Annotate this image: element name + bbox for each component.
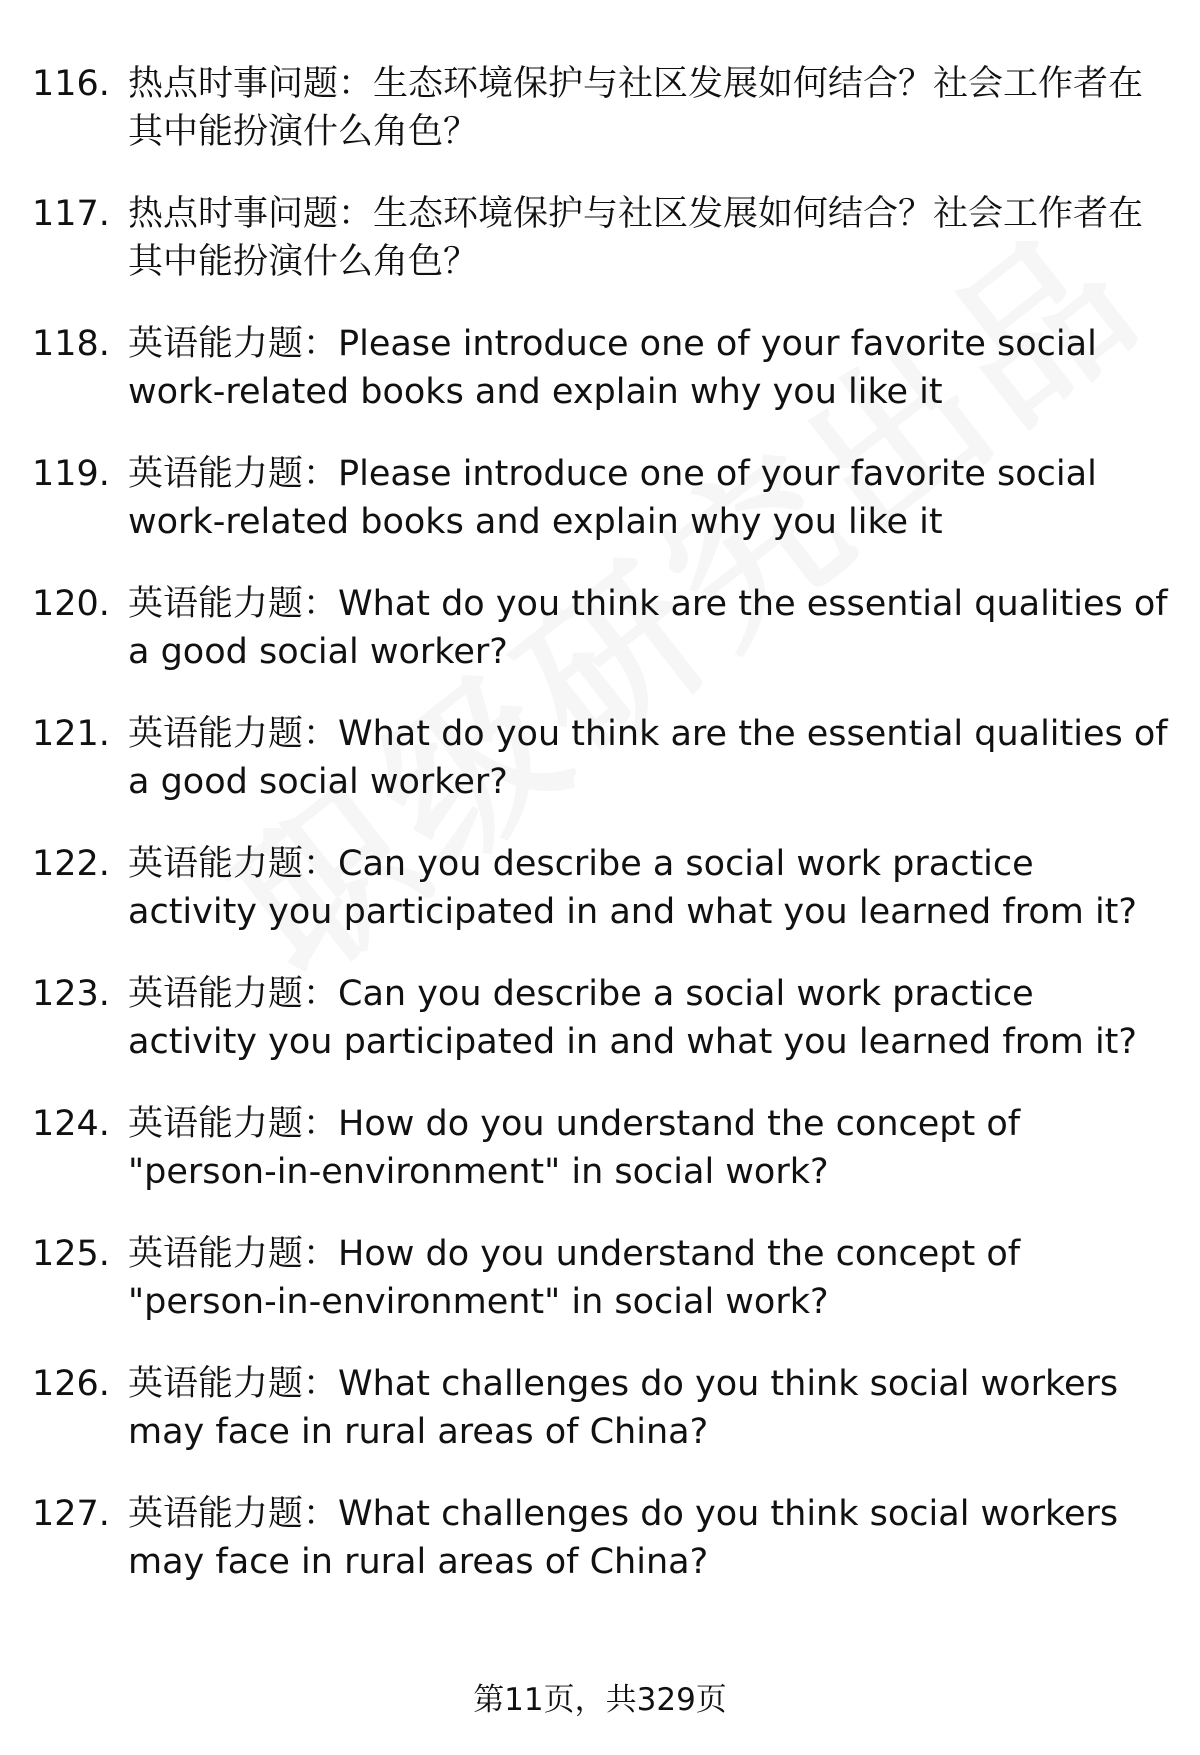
question-text: 英语能力题：How do you understand the concept of "person-in-environment" in social work? bbox=[128, 1234, 1021, 1322]
question-text: 英语能力题：Can you describe a social work practice activity you participated in and what you learned from it? bbox=[128, 844, 1137, 932]
question-item-116 bbox=[32, 60, 1172, 156]
question-item-120 bbox=[32, 580, 1172, 676]
question-number: 123. bbox=[32, 974, 110, 1014]
question-number: 122. bbox=[32, 844, 110, 884]
question-number: 127. bbox=[32, 1494, 110, 1534]
question-item-122 bbox=[32, 840, 1172, 936]
question-item-125 bbox=[32, 1230, 1172, 1326]
question-list bbox=[32, 60, 1172, 1620]
question-item-118 bbox=[32, 320, 1172, 416]
question-text: 英语能力题：What do you think are the essential qualities of a good social worker? bbox=[128, 584, 1168, 672]
question-number: 116. bbox=[32, 64, 110, 104]
question-number: 119. bbox=[32, 454, 110, 494]
question-item-124 bbox=[32, 1100, 1172, 1196]
question-number: 126. bbox=[32, 1364, 110, 1404]
question-text: 英语能力题：Please introduce one of your favorite social work-related books and explain why you like it bbox=[128, 324, 1097, 412]
question-item-126 bbox=[32, 1360, 1172, 1456]
question-text: 英语能力题：What challenges do you think social workers may face in rural areas of China? bbox=[128, 1494, 1119, 1582]
question-item-127 bbox=[32, 1490, 1172, 1586]
question-item-117 bbox=[32, 190, 1172, 286]
question-text: 英语能力题：Can you describe a social work practice activity you participated in and what you learned from it? bbox=[128, 974, 1137, 1062]
question-number: 125. bbox=[32, 1234, 110, 1274]
question-item-121 bbox=[32, 710, 1172, 806]
question-item-119 bbox=[32, 450, 1172, 546]
question-item-123 bbox=[32, 970, 1172, 1066]
question-text: 热点时事问题：生态环境保护与社区发展如何结合？社会工作者在其中能扮演什么角色？ bbox=[128, 194, 1144, 282]
question-number: 124. bbox=[32, 1104, 110, 1144]
question-text: 英语能力题：What do you think are the essential qualities of a good social worker? bbox=[128, 714, 1168, 802]
question-number: 117. bbox=[32, 194, 110, 234]
question-text: 英语能力题：Please introduce one of your favorite social work-related books and explain why you like it bbox=[128, 454, 1097, 542]
page-footer: 第11页，共329页 bbox=[473, 1682, 727, 1718]
question-text: 英语能力题：What challenges do you think social workers may face in rural areas of China? bbox=[128, 1364, 1119, 1452]
question-text: 热点时事问题：生态环境保护与社区发展如何结合？社会工作者在其中能扮演什么角色？ bbox=[128, 64, 1144, 152]
question-number: 120. bbox=[32, 584, 110, 624]
question-text: 英语能力题：How do you understand the concept of "person-in-environment" in social work? bbox=[128, 1104, 1021, 1192]
question-number: 121. bbox=[32, 714, 110, 754]
question-number: 118. bbox=[32, 324, 110, 364]
